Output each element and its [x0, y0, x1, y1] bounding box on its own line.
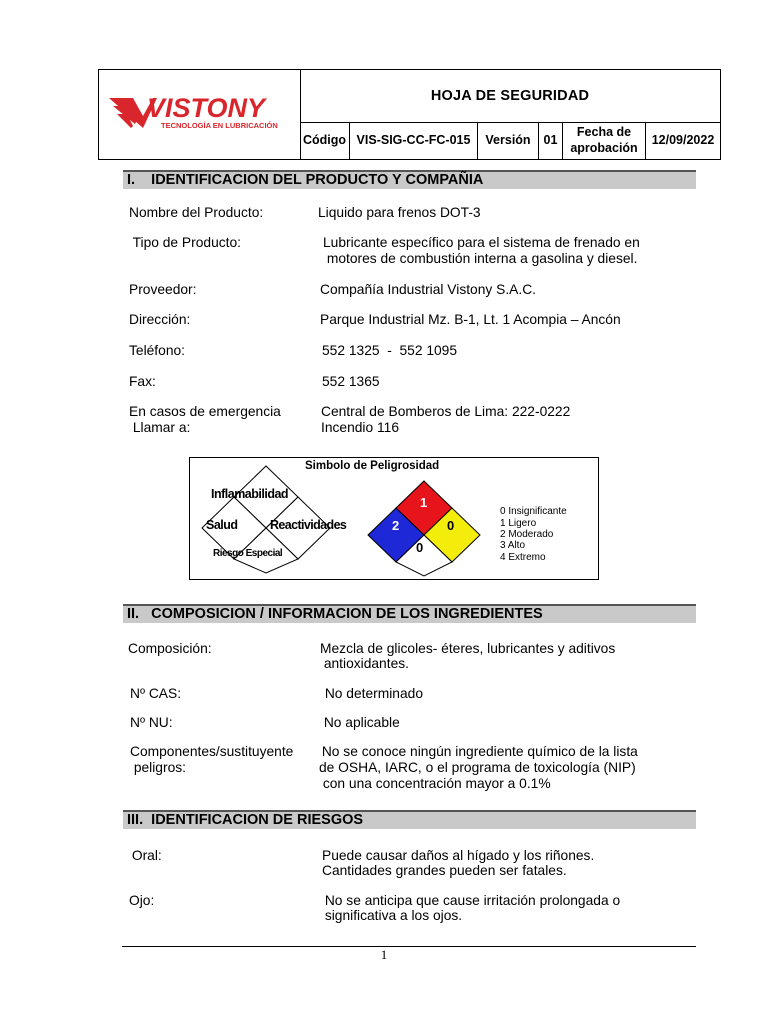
field-label: Oral:	[128, 848, 162, 863]
field-label-line2: peligros:	[130, 760, 186, 775]
legend-item: 1 Ligero	[500, 518, 537, 529]
fecha-value: 12/09/2022	[651, 132, 715, 147]
field-value: Liquido para frenos DOT-3	[318, 205, 481, 220]
field-label: Tipo de Producto:	[129, 235, 241, 250]
label-inflamabilidad: Inflamabilidad	[211, 487, 289, 501]
header-meta-row	[300, 122, 720, 159]
field-value-line3: con una concentración mayor a 0.1%	[319, 776, 551, 791]
field-label: Nº CAS:	[130, 686, 182, 701]
legend-item: 0 Insignificante	[500, 506, 567, 517]
logo-tagline: TECNOLOGÍA EN LUBRICACIÓN	[161, 121, 278, 130]
field-value: Mezcla de glicoles- éteres, lubricantes y aditivos	[320, 641, 616, 656]
hazard-title: Simbolo de Peligrosidad	[305, 460, 440, 472]
fecha-label-line1: Fecha de	[576, 124, 632, 139]
field-label: Nº NU:	[130, 715, 173, 730]
field-label: Nombre del Producto:	[129, 205, 264, 220]
nfpa-flammability-value: 1	[420, 495, 428, 510]
label-riesgo-especial: Riesgo Especial	[213, 548, 283, 559]
field-label-line2: Llamar a:	[129, 420, 191, 435]
legend-item: 3 Alto	[500, 540, 526, 551]
hazard-symbol-box	[189, 457, 599, 580]
field-label: Dirección:	[129, 312, 191, 327]
document-title: HOJA DE SEGURIDAD	[300, 70, 720, 123]
section-2-header: II. COMPOSICION / INFORMACION DE LOS INGREDIENTES	[123, 604, 696, 623]
field-label: En casos de emergencia	[129, 404, 281, 419]
fecha-label-line2: aprobación	[570, 140, 638, 155]
field-value: 552 1365	[322, 374, 380, 389]
field-value: No aplicable	[320, 715, 400, 730]
field-value: No se anticipa que cause irritación prolongada o	[321, 893, 621, 908]
section-3-header: III. IDENTIFICACION DE RIESGOS	[123, 810, 696, 829]
field-value: 552 1325 - 552 1095	[322, 343, 458, 358]
field-label: Fax:	[129, 374, 156, 389]
section-1-header: I. IDENTIFICACION DEL PRODUCTO Y COMPAÑIA	[123, 170, 696, 189]
field-value: Parque Industrial Mz. B-1, Lt. 1 Acompia – Ancón	[320, 312, 621, 327]
field-value-line2: antioxidantes.	[320, 656, 409, 671]
field-label: Ojo:	[129, 893, 155, 908]
field-value-line2: de OSHA, IARC, o el programa de toxicología (NIP)	[319, 760, 636, 775]
document-header	[98, 69, 721, 160]
legend-item: 4 Extremo	[500, 552, 546, 563]
field-value: Central de Bomberos de Lima: 222-0222	[321, 404, 571, 419]
field-value: Lubricante específico para el sistema de frenado en	[323, 235, 640, 250]
version-label: Versión	[478, 122, 539, 159]
nfpa-special-value: 0	[416, 540, 424, 555]
field-label: Componentes/sustituyente	[130, 744, 294, 759]
version-value: 01	[539, 122, 563, 159]
label-salud: Salud	[206, 518, 238, 532]
legend-item: 2 Moderado	[500, 529, 554, 540]
field-value-line2: Cantidades grandes pueden ser fatales.	[322, 863, 567, 878]
codigo-value: VIS-SIG-CC-FC-015	[350, 122, 478, 159]
label-reactividades: Reactividades	[270, 518, 347, 532]
nfpa-health-value: 2	[392, 518, 400, 533]
field-value-line2: Incendio 116	[321, 420, 399, 435]
field-value: No se conoce ningún ingrediente químico de la lista	[318, 744, 638, 759]
field-label: Composición:	[128, 641, 212, 656]
field-value: No determinado	[321, 686, 424, 701]
field-label: Proveedor:	[129, 282, 197, 297]
field-value: Compañía Industrial Vistony S.A.C.	[320, 282, 537, 297]
vistony-logo	[99, 70, 299, 159]
nfpa-reactivity-value: 0	[447, 518, 455, 533]
fecha-label	[563, 122, 646, 159]
codigo-label: Código	[300, 122, 350, 159]
field-value: Puede causar daños al hígado y los riñones.	[322, 848, 595, 863]
page-number: 1	[380, 947, 388, 962]
field-value-line2: motores de combustión interna a gasolina y diesel.	[323, 251, 638, 266]
field-value-line2: significativa a los ojos.	[321, 908, 463, 923]
field-label: Teléfono:	[129, 343, 185, 358]
logo-cell	[99, 70, 301, 159]
logo-wordmark: VISTONY	[147, 93, 266, 123]
